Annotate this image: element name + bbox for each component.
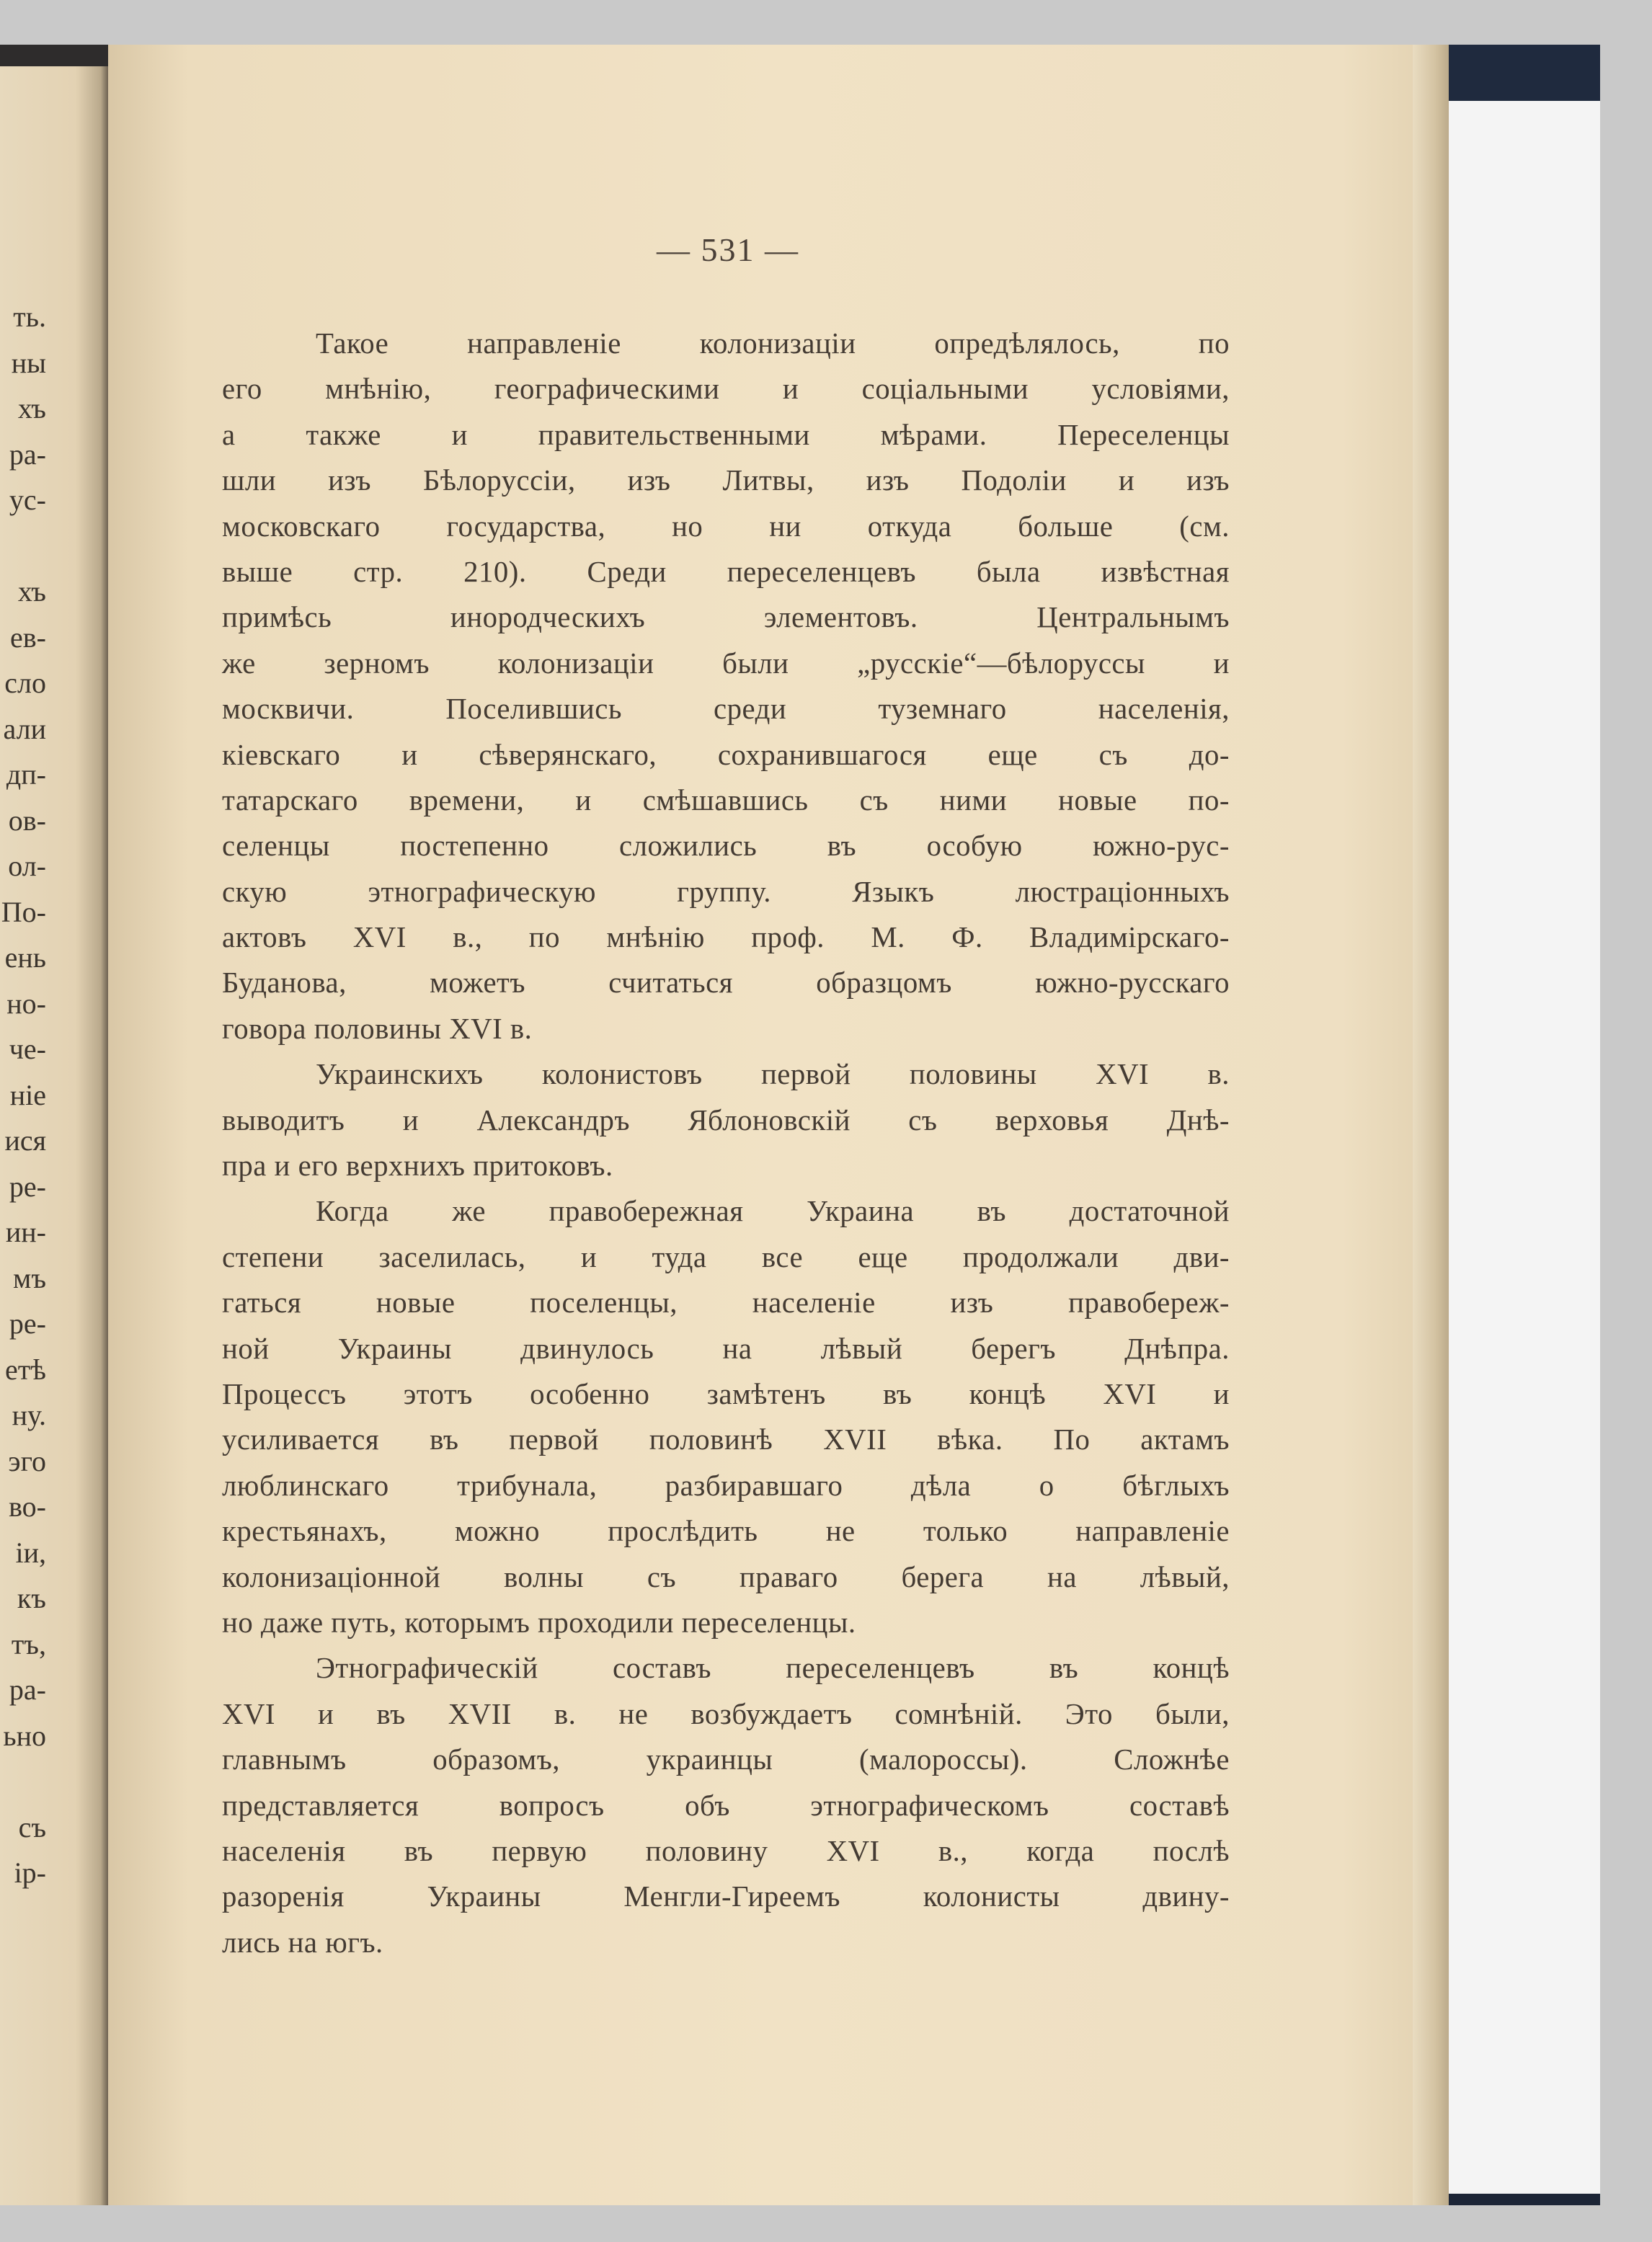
text-line: выше стр. 210). Среди переселенцевъ была извѣстная [222,555,1230,588]
paragraph [222,321,1230,1051]
left-fragment-line: ол- [8,850,46,882]
text-line: Украинскихъ колонистовъ первой половины XVI в. [316,1058,1230,1091]
left-fragment-line: ть. [13,301,46,333]
text-line: XVI и въ XVII в. не возбуждаетъ сомнѣній. Это были, [222,1697,1230,1730]
page-edge-shadow [1413,45,1450,2205]
left-fragment-line: ень [4,941,46,974]
text-line: гаться новые поселенцы, населеніе изъ правобереж- [222,1286,1230,1320]
left-fragment-line: ір- [14,1856,46,1889]
left-fragment-line [1,1758,46,1805]
left-fragment-line: ре- [9,1170,46,1203]
text-line: усиливается въ первой половинѣ XVII вѣка. По актамъ [222,1423,1230,1456]
left-fragment-line: но- [6,987,46,1020]
text-line: скую этнографическую группу. Языкъ люстраціонныхъ [222,875,1230,908]
left-fragment-line: мъ [13,1261,46,1294]
paragraph [222,1188,1230,1645]
text-line: же зерномъ колонизаціи были „русскіе“—бѣлоруссы и [222,646,1230,680]
text-line: кіевскаго и сѣверянскаго, сохранившагося еще съ до- [222,738,1230,771]
text-line: люблинскаго трибунала, разбиравшаго дѣла о бѣглыхъ [222,1469,1230,1502]
left-fragment-line: ра- [9,437,46,471]
page-number: — 531 — [657,231,799,268]
left-fragment-line: ин- [5,1216,46,1248]
text-line: его мнѣнію, географическими и соціальными условіями, [222,373,1230,406]
text-line: колонизаціонной волны съ праваго берега на лѣвый, [222,1560,1230,1593]
text-line: татарскаго времени, и смѣшавшись съ ними новые по- [222,783,1230,817]
left-fragment-line: че- [9,1033,46,1065]
left-fragment-line: ьно [3,1719,46,1752]
left-fragment-line: али [3,712,46,745]
text-line: населенія въ первую половину XVI в., когда послѣ [222,1834,1230,1867]
left-fragment-line: эго [8,1444,46,1477]
text-line: актовъ XVI в., по мнѣнію проф. М. Ф. Владимірскаго- [222,921,1230,954]
text-line: примѣсь инородческихъ элементовъ. Центральнымъ [222,601,1230,634]
left-fragment-line: ус- [9,484,46,516]
text-line: разоренія Украины Менгли-Гиреемъ колонисты двину- [222,1880,1230,1913]
left-fragment-line: хъ [17,575,46,608]
text-line: а также и правительственными мѣрами. Переселенцы [222,418,1230,451]
left-fragment-line: По- [1,895,46,928]
left-fragment-line: ов- [8,804,46,837]
text-line: шли изъ Бѣлоруссіи, изъ Литвы, изъ Подоліи и изъ [222,464,1230,497]
text-line: Буданова, можетъ считаться образцомъ южно-русскаго [222,966,1230,1000]
text-line: москвичи. Поселившись среди туземнаго населенія, [222,693,1230,726]
left-fragment-line: во- [9,1490,46,1523]
left-fragment-line: ися [4,1124,46,1157]
paragraph [222,1645,1230,1965]
text-line: главнымъ образомъ, украинцы (малороссы). Сложнѣе [222,1743,1230,1776]
text-line: московскаго государства, но ни откуда больше (см. [222,510,1230,543]
left-fragment-line: хъ [17,392,46,424]
text-line: Этнографическій составъ переселенцевъ въ концѣ [316,1652,1230,1685]
text-line: Такое направленіе колонизаціи опредѣлялось, по [316,327,1230,360]
text-line: Процессъ этотъ особенно замѣтенъ въ концѣ XVI и [222,1377,1230,1410]
binding-strip-bottom [1449,2194,1600,2205]
left-fragment-line: дп- [6,758,46,791]
text-line: но даже путь, которымъ проходили переселенцы. [222,1606,856,1639]
text-line: лись на югъ. [222,1926,383,1959]
text-line: селенцы постепенно сложились въ особую южно-рус- [222,829,1230,863]
left-fragment-line: ніе [9,1078,46,1111]
white-margin-strip [1449,101,1600,2205]
text-line: выводитъ и Александръ Яблоновскій съ верховья Днѣ- [222,1103,1230,1136]
left-fragment-line: ре- [9,1307,46,1340]
left-fragment-line: етѣ [5,1353,46,1386]
left-page-text-fragments [1,294,46,1896]
left-page-edge [0,66,108,2205]
text-line: представляется вопросъ объ этнографическомъ составѣ [222,1789,1230,1822]
left-fragment-line: ны [11,346,46,379]
text-line: крестьянахъ, можно прослѣдить не только направленіе [222,1515,1230,1548]
text-line: ной Украины двинулось на лѣвый берегъ Днѣпра. [222,1332,1230,1365]
left-fragment-line: къ [17,1582,46,1614]
left-fragment-line: сло [4,667,46,699]
left-fragment-line: ра- [9,1673,46,1706]
left-fragment-line [1,523,46,569]
book-page [108,45,1449,2205]
left-fragment-line: іи, [15,1536,46,1569]
text-line: пра и его верхнихъ притоковъ. [222,1149,613,1183]
left-fragment-line: ну. [12,1399,46,1431]
text-line: степени заселилась, и туда все еще продолжали дви- [222,1240,1230,1273]
paragraph [222,1051,1230,1188]
text-line: Когда же правобережная Украина въ достаточной [316,1195,1230,1228]
left-fragment-line: тъ, [11,1627,46,1660]
left-fragment-line: ев- [10,620,46,654]
binding-strip-top [1449,45,1600,102]
page-body-text [222,321,1230,1965]
left-fragment-line: съ [18,1810,46,1843]
text-line: говора половины XVI в. [222,1012,533,1045]
